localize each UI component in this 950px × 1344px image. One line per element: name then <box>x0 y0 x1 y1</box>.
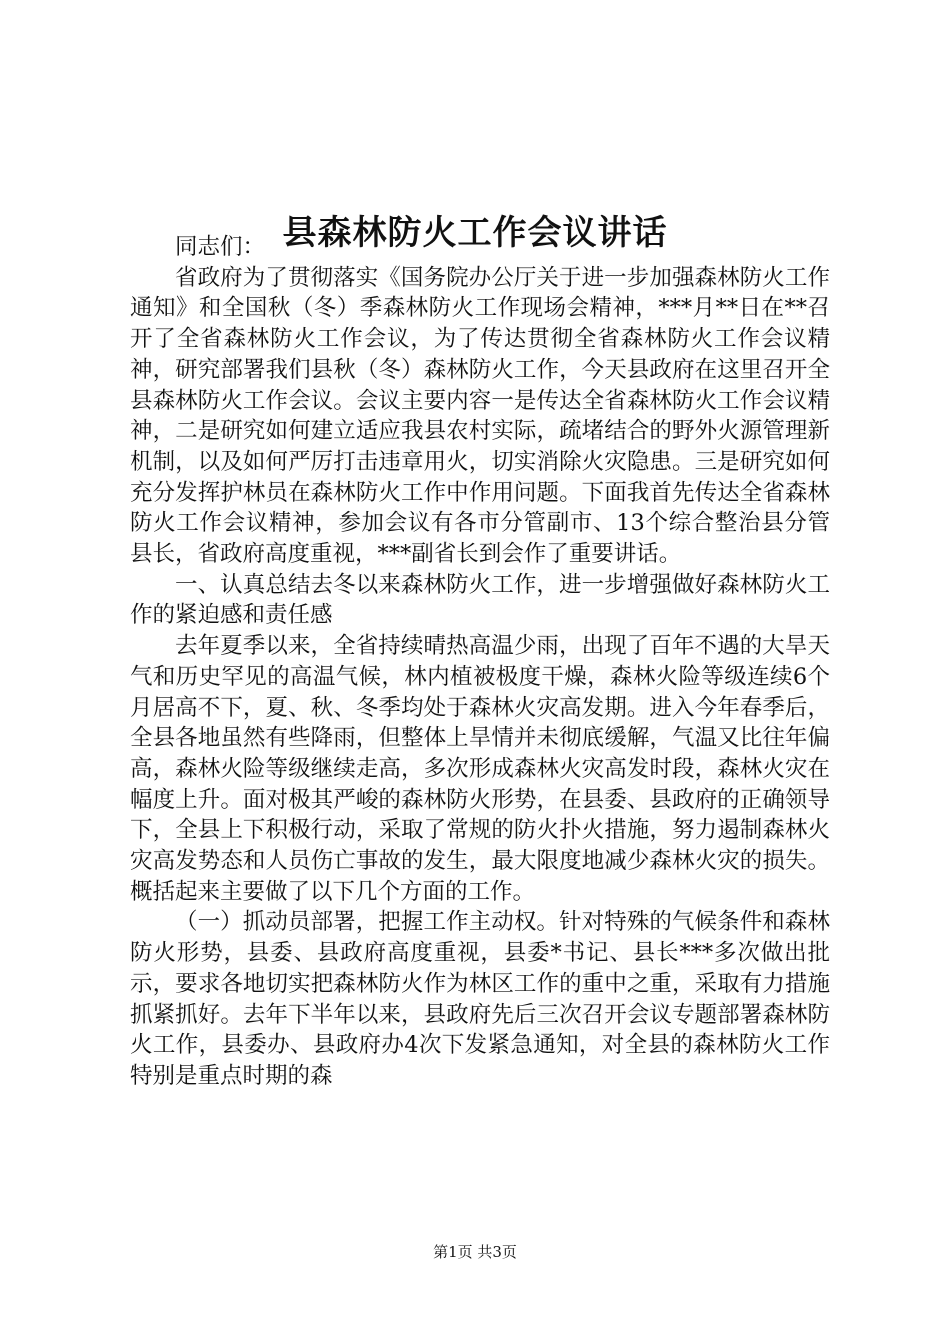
page-footer: 第1页 共3页 <box>433 1243 517 1261</box>
body-paragraph: 省政府为了贯彻落实《国务院办公厅关于进一步加强森林防火工作通知》和全国秋（冬）季森林防火工作现场会精神，***月**日在**召开了全省森林防火工作会议，为了传达贯彻全省森林防火工作会议精神，研究部署我们县秋（冬）森林防火工作，今天县政府在这里召开全县森林防火工作会议。会议主要内容一是传达全省森林防火工作会议精神，二是研究如何建立适应我县农村实际，疏堵结合的野外火源管理新机制，以及如何严厉打击违章用火，切实消除火灾隐患。三是研究如何充分发挥护林员在森林防火工作中作用问题。下面我首先传达全省森林防火工作会议精神，参加会议有各市分管副市、13个综合整治县分管县长，省政府高度重视，***副省长到会作了重要讲话。 <box>130 264 830 568</box>
document-title: 县森林防火工作会议讲话 <box>282 212 668 253</box>
salutation-paragraph: 同志们： <box>175 234 266 260</box>
body-paragraph: （一）抓动员部署，把握工作主动权。针对特殊的气候条件和森林防火形势，县委、县政府高度重视，县委*书记、县长***多次做出批示，要求各地切实把森林防火作为林区工作的重中之重，采取有力措施抓紧抓好。去年下半年以来，县政府先后三次召开会议专题部署森林防火工作，县委办、县政府办4次下发紧急通知，对全县的森林防火工作特别是重点时期的森 <box>130 909 830 1089</box>
section-heading: 一、认真总结去冬以来森林防火工作，进一步增强做好森林防火工作的紧迫感和责任感 <box>130 571 830 629</box>
body-paragraph: 去年夏季以来，全省持续晴热高温少雨，出现了百年不遇的大旱天气和历史罕见的高温气候，林内植被极度干燥，森林火险等级连续6个月居高不下，夏、秋、冬季均处于森林火灾高发期。进入今年春季后，全县各地虽然有些降雨，但整体上旱情并未彻底缓解，气温又比往年偏高，森林火险等级继续走高，多次形成森林火灾高发时段，森林火灾在幅度上升。面对极其严峻的森林防火形势，在县委、县政府的正确领导下，全县上下积极行动，采取了常规的防火扑火措施，努力遏制森林火灾高发势态和人员伤亡事故的发生，最大限度地减少森林火灾的损失。概括起来主要做了以下几个方面的工作。 <box>130 633 830 905</box>
document-body <box>130 232 830 1092</box>
